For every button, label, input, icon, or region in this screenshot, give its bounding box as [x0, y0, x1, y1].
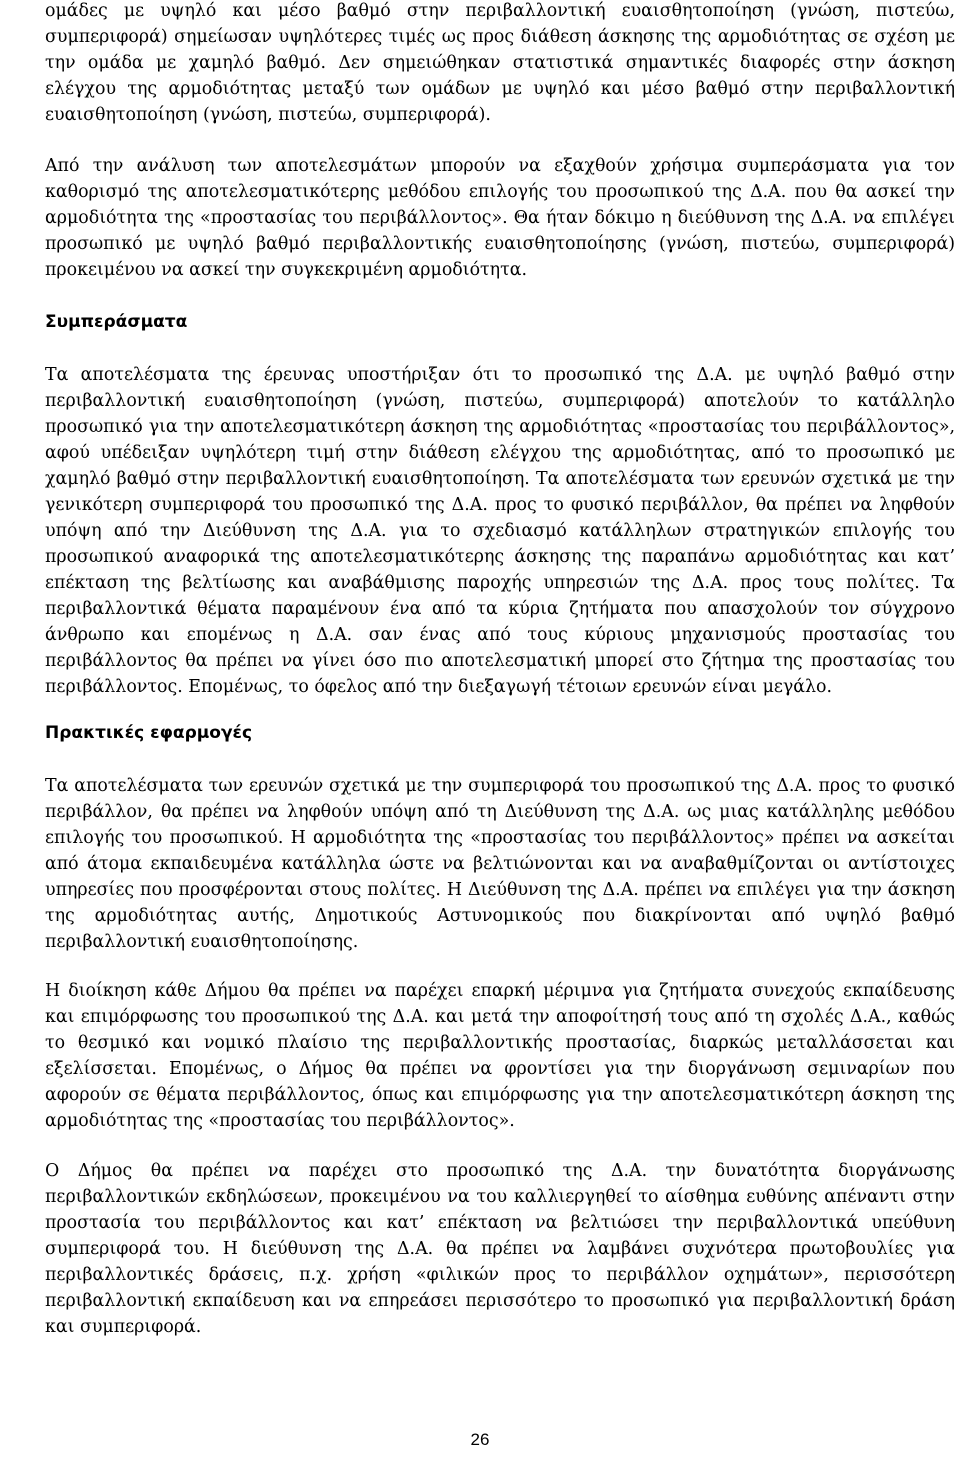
heading-conclusions-text: Συμπεράσματα [45, 312, 188, 332]
paragraph-conclusions: Τα αποτελέσματα της έρευνας υποστήριξαν ότι το προσωπικό της Δ.Α. με υψηλό βαθμό στην περιβαλλοντική ευαισθητοποίηση (γνώση, πιστεύω, συμπεριφορά) αποτελούν το κατάλληλο προσωπικό για την αποτελεσματικότερη άσκηση της αρμοδιότητας «προστασίας του περιβάλλοντος», αφού υπέδειξαν υψηλότερη τιμή στην διάθεση ελέγχου της αρμοδιότητας, από το προσωπικό με χαμηλό βαθμό στην περιβαλλοντική ευαισθητοποίηση. Τα αποτελέσματα των ερευνών σχετικά με την γενικότερη συμπεριφορά του προσωπικό της Δ.Α. προς το φυσικό περιβάλλον, θα πρέπει να ληφθούν υπόψη από την Διεύθυνση της Δ.Α. για το σχεδιασμό κατάλληλων στρατηγικών επιλογής του προσωπικού αναφορικά της αποτελεσματικότερης άσκησης της παραπάνω αρμοδιότητας και κατ’ επέκταση της βελτίωσης και αναβάθμισης παροχής υπηρεσιών της Δ.Α. προς τους πολίτες. Τα περιβαλλοντικά θέματα παραμένουν ένα από τα κύρια ζητήματα που απασχολούν τον σύγχρονο άνθρωπο και επομένως η Δ.Α. σαν ένας από τους κύριους μηχανισμούς προστασίας του περιβάλλοντος θα πρέπει να γίνει όσο πιο αποτελεσματική μπορεί στο ζήτημα της προστασίας του περιβάλλοντος. Επομένως, το όφελος από την διεξαγωγή τέτοιων ερευνών είναι μεγάλο. [45, 365, 955, 697]
paragraph-practical-3: Ο Δήμος θα πρέπει να παρέχει στο προσωπικό της Δ.Α. την δυνατότητα διοργάνωσης περιβαλλοντικών εκδηλώσεων, προκειμένου να του καλλιεργηθεί το αίσθημα ευθύνης απέναντι στην προστασία του περιβάλλοντος και κατ’ επέκταση να βελτιώσει την περιβαλλοντικά υπεύθυνη συμπεριφορά του. Η διεύθυνση της Δ.Α. θα πρέπει να λαμβάνει συχνότερα πρωτοβουλίες για περιβαλλοντικές δράσεις, π.χ. χρήση «φιλικών προς το περιβάλλον οχημάτων», περισσότερη περιβαλλοντική εκπαίδευση και να επηρεάσει περισσότερο το προσωπικό για περιβαλλοντική δράση και συμπεριφορά. [45, 1161, 955, 1337]
document-page [45, 0, 955, 1460]
page-number: 26 [470, 1430, 490, 1449]
paragraph-practical-1: Τα αποτελέσματα των ερευνών σχετικά με την συμπεριφορά του προσωπικού της Δ.Α. προς το φυσικό περιβάλλον, θα πρέπει να ληφθούν υπόψη από τη Διεύθυνση της Δ.Α. ως μιας κατάλληλης μεθόδου επιλογής του προσωπικού. Η αρμοδιότητα της «προστασίας του περιβάλλοντος» πρέπει να ασκείται από άτομα εκπαιδευμένα κατάλληλα ώστε να βελτιώνονται και να αναβαθμίζονται οι αντίστοιχες υπηρεσίες που προσφέρονται στους πολίτες. Η Διεύθυνση της Δ.Α. πρέπει να επιλέγει για την άσκηση της αρμοδιότητας αυτής, Δημοτικούς Αστυνομικούς που διακρίνονται από υψηλό βαθμό περιβαλλοντική ευαισθητοποίησης. [45, 776, 955, 952]
paragraph-intro-continuation: ομάδες με υψηλό και μέσο βαθμό στην περιβαλλοντική ευαισθητοποίηση (γνώση, πιστεύω, συμπεριφορά) σημείωσαν υψηλότερες τιμές ως προς διάθεση άσκησης της αρμοδιότητας σε σχέση με την ομάδα με χαμηλό βαθμό. Δεν σημειώθηκαν στατιστικά σημαντικές διαφορές στην άσκηση ελέγχου της αρμοδιότητας μεταξύ των ομάδων με υψηλό και μέσο βαθμό στην περιβαλλοντική ευαισθητοποίηση (γνώση, πιστεύω, συμπεριφορά). [45, 1, 955, 125]
paragraph-analysis: Από την ανάλυση των αποτελεσμάτων μπορούν να εξαχθούν χρήσιμα συμπεράσματα για τον καθορισμό της αποτελεσματικότερης μεθόδου επιλογής του προσωπικού της Δ.Α. που θα ασκεί την αρμοδιότητα της «προστασίας του περιβάλλοντος». Θα ήταν δόκιμο η διεύθυνση της Δ.Α. να επιλέγει προσωπικό με υψηλό βαθμό περιβαλλοντικής ευαισθητοποίησης (γνώση, πιστεύω, συμπεριφορά) προκειμένου να ασκεί την συγκεκριμένη αρμοδιότητα. [45, 156, 955, 280]
heading-practical-applications-text: Πρακτικές εφαρμογές [45, 723, 253, 743]
paragraph-practical-2: Η διοίκηση κάθε Δήμου θα πρέπει να παρέχει επαρκή μέριμνα για ζητήματα συνεχούς εκπαίδευσης και επιμόρφωσης του προσωπικού της Δ.Α. και μετά την αποφοίτησή τους από τη σχολές Δ.Α., καθώς το θεσμικό και νομικό πλαίσιο της περιβαλλοντικής προστασίας, διαρκώς μεταλλάσσεται και εξελίσσεται. Επομένως, ο Δήμος θα πρέπει να φροντίσει για την διοργάνωση σεμιναρίων που αφορούν σε θέματα περιβάλλοντος, όπως και επιμόρφωσης για την αποτελεσματικότερη άσκηση της αρμοδιότητας της «προστασίας του περιβάλλοντος». [45, 981, 955, 1131]
heading-practical-applications [45, 720, 252, 746]
heading-conclusions [45, 309, 187, 335]
